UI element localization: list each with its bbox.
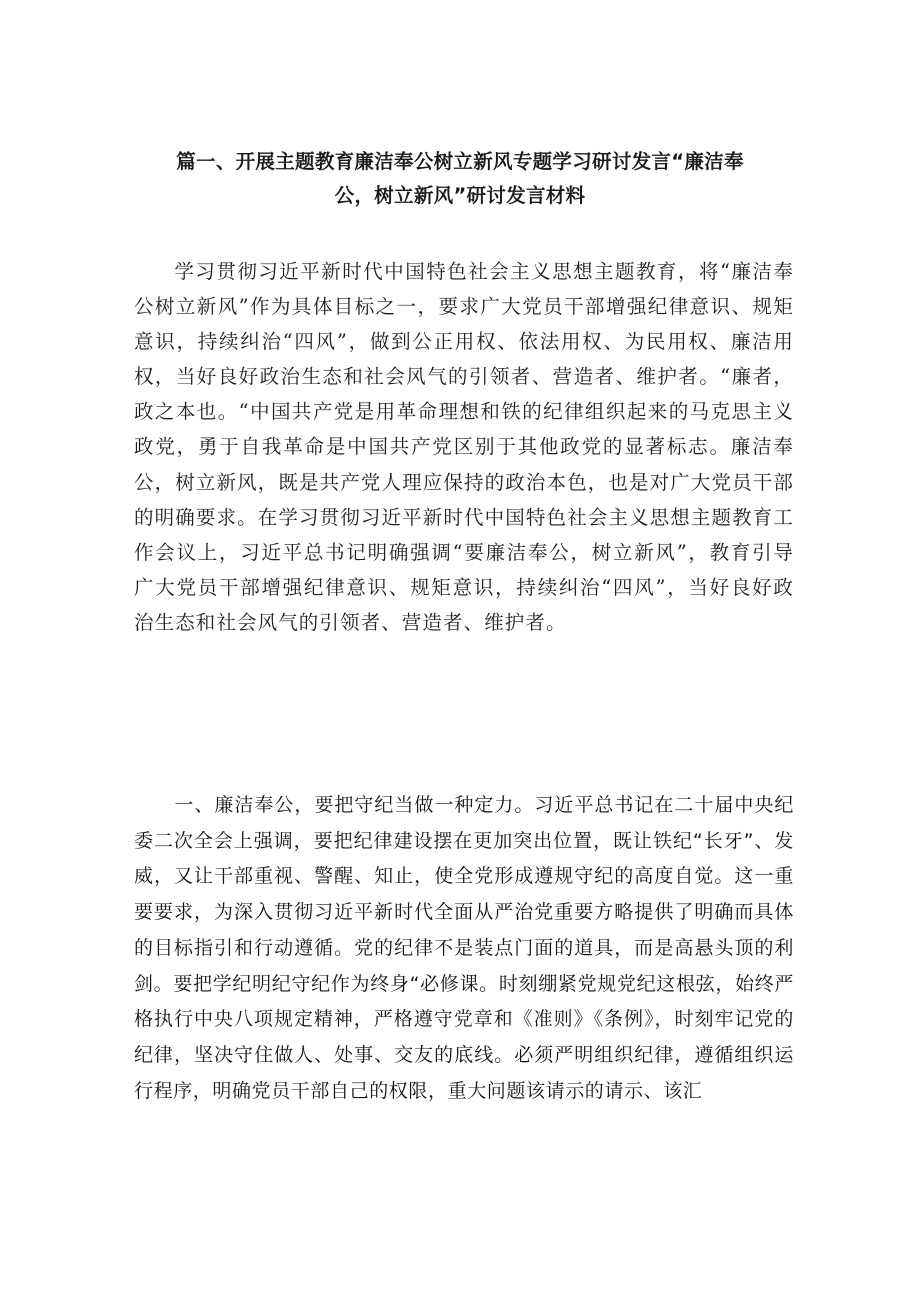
- paragraph-2-text: 一、廉洁奉公，要把守纪当做一种定力。习近平总书记在二十届中央纪委二次全会上强调，要把纪律建设摆在更加突出位置，既让铁纪“长牙”、发威，又让干部重视、警醒、知止，使全党形成遵规守纪的高度自觉。这一重要要求，为深入贯彻习近平新时代全面从严治党重要方略提供了明确而具体的目标指引和行动遵循。党的纪律不是装点门面的道具，而是高悬头顶的利剑。要把学纪明纪守纪作为终身“必修课。时刻绷紧党规党纪这根弦，始终严格执行中央八项规定精神，严格遵守党章和《准则》《条例》，时刻牢记党的纪律，坚决守住做人、处事、交友的底线。必须严明组织纪律，遵循组织运行程序，明确党员干部自己的权限，重大问题该请示的请示、该汇: [134, 794, 794, 1102]
- paragraph-1-text: 学习贯彻习近平新时代中国特色社会主义思想主题教育，将“廉洁奉公树立新风”作为具体目标之一，要求广大党员干部增强纪律意识、规矩意识，持续纠治“四风”，做到公正用权、依法用权、为民用权、廉洁用权，当好良好政治生态和社会风气的引领者、营造者、维护者。“廉者，政之本也。“中国共产党是用革命理想和铁的纪律组织起来的马克思主义政党，勇于自我革命是中国共产党区别于其他政党的显著标志。廉洁奉公，树立新风，既是共产党人理应保持的政治本色，也是对广大党员干部的明确要求。在学习贯彻习近平新时代中国特色社会主义思想主题教育工作会议上，习近平总书记明确强调“要廉洁奉公，树立新风”，教育引导广大党员干部增强纪律意识、规矩意识，持续纠治“四风”，当好良好政治生态和社会风气的引领者、营造者、维护者。: [134, 260, 794, 634]
- document-title-line-2: 公，树立新风”研讨发言材料: [334, 184, 586, 207]
- body-paragraph-1: [134, 254, 794, 640]
- document-title-line-1: 篇一、开展主题教育廉洁奉公树立新风专题学习研讨发言“廉洁奉: [176, 150, 744, 173]
- body-paragraph-2: [134, 788, 794, 1109]
